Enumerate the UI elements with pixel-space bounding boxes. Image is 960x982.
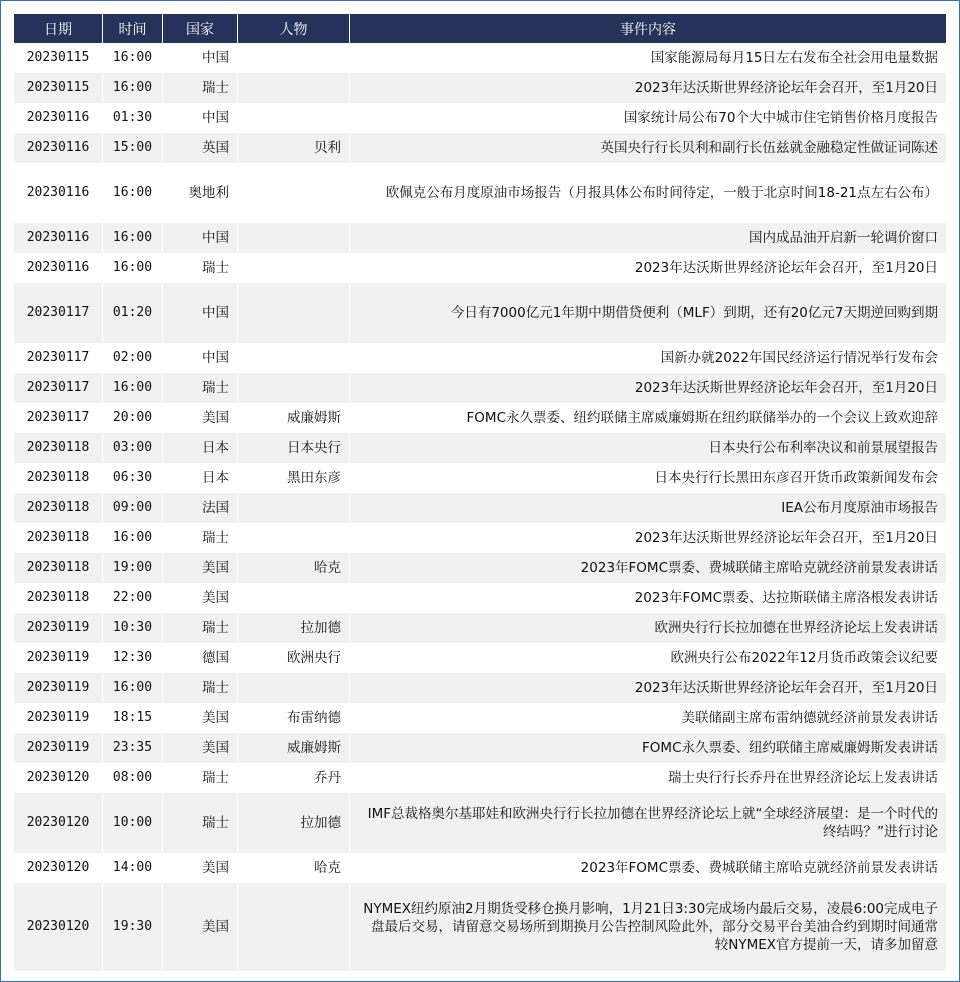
cell-country: 瑞士	[163, 673, 238, 703]
cell-time: 16:00	[103, 163, 163, 223]
cell-event: 2023年FOMC票委、达拉斯联储主席洛根发表讲话	[350, 583, 946, 613]
cell-event: 2023年达沃斯世界经济论坛年会召开，至1月20日	[350, 73, 946, 103]
cell-date: 20230116	[14, 223, 103, 253]
cell-event: FOMC永久票委、纽约联储主席威廉姆斯在纽约联储举办的一个会议上致欢迎辞	[350, 403, 946, 433]
header-event: 事件内容	[350, 14, 946, 43]
cell-event: 2023年FOMC票委、费城联储主席哈克就经济前景发表讲话	[350, 853, 946, 883]
cell-country: 美国	[163, 403, 238, 433]
cell-person: 黑田东彦	[238, 463, 350, 493]
cell-person: 乔丹	[238, 763, 350, 793]
cell-country: 瑞士	[163, 523, 238, 553]
cell-person	[238, 283, 350, 343]
cell-date: 20230120	[14, 763, 103, 793]
cell-time: 19:30	[103, 883, 163, 971]
cell-country: 美国	[163, 733, 238, 763]
table-row	[14, 373, 946, 403]
cell-person	[238, 73, 350, 103]
cell-time: 06:30	[103, 463, 163, 493]
cell-date: 20230118	[14, 523, 103, 553]
cell-country: 美国	[163, 883, 238, 971]
cell-date: 20230118	[14, 433, 103, 463]
cell-event: 2023年达沃斯世界经济论坛年会召开，至1月20日	[350, 673, 946, 703]
cell-person	[238, 43, 350, 73]
cell-date: 20230119	[14, 733, 103, 763]
cell-person: 欧洲央行	[238, 643, 350, 673]
cell-person	[238, 583, 350, 613]
cell-person	[238, 883, 350, 971]
cell-country: 瑞士	[163, 613, 238, 643]
cell-person: 哈克	[238, 853, 350, 883]
cell-date: 20230120	[14, 793, 103, 853]
cell-country: 瑞士	[163, 373, 238, 403]
cell-person	[238, 493, 350, 523]
cell-time: 12:30	[103, 643, 163, 673]
cell-date: 20230117	[14, 373, 103, 403]
cell-person: 威廉姆斯	[238, 733, 350, 763]
cell-date: 20230115	[14, 43, 103, 73]
cell-country: 瑞士	[163, 763, 238, 793]
cell-person: 日本央行	[238, 433, 350, 463]
cell-time: 03:00	[103, 433, 163, 463]
cell-country: 日本	[163, 463, 238, 493]
table-row	[14, 493, 946, 523]
table-row	[14, 463, 946, 493]
table-row	[14, 343, 946, 373]
cell-date: 20230120	[14, 883, 103, 971]
cell-country: 奥地利	[163, 163, 238, 223]
cell-person	[238, 223, 350, 253]
table-row	[14, 733, 946, 763]
table-row	[14, 133, 946, 163]
header-person: 人物	[238, 14, 350, 43]
table-row	[14, 253, 946, 283]
cell-event: 欧佩克公布月度原油市场报告（月报具体公布时间待定，一般于北京时间18-21点左右公布）	[350, 163, 946, 223]
cell-country: 瑞士	[163, 793, 238, 853]
cell-country: 美国	[163, 703, 238, 733]
cell-time: 20:00	[103, 403, 163, 433]
cell-country: 瑞士	[163, 253, 238, 283]
cell-event: 日本央行公布利率决议和前景展望报告	[350, 433, 946, 463]
cell-date: 20230119	[14, 703, 103, 733]
table-row	[14, 673, 946, 703]
cell-person	[238, 673, 350, 703]
table-row	[14, 703, 946, 733]
cell-country: 中国	[163, 343, 238, 373]
cell-country: 美国	[163, 553, 238, 583]
cell-person	[238, 523, 350, 553]
cell-time: 22:00	[103, 583, 163, 613]
cell-country: 美国	[163, 583, 238, 613]
table-row	[14, 163, 946, 223]
cell-country: 中国	[163, 103, 238, 133]
cell-date: 20230116	[14, 133, 103, 163]
cell-event: 今日有7000亿元1年期中期借贷便利（MLF）到期，还有20亿元7天期逆回购到期	[350, 283, 946, 343]
cell-date: 20230118	[14, 463, 103, 493]
table-row	[14, 283, 946, 343]
table-row	[14, 403, 946, 433]
cell-country: 英国	[163, 133, 238, 163]
cell-event: 国内成品油开启新一轮调价窗口	[350, 223, 946, 253]
cell-date: 20230116	[14, 163, 103, 223]
cell-event: 2023年FOMC票委、费城联储主席哈克就经济前景发表讲话	[350, 553, 946, 583]
cell-date: 20230117	[14, 403, 103, 433]
table-header-row	[14, 14, 946, 43]
cell-date: 20230116	[14, 253, 103, 283]
cell-date: 20230118	[14, 493, 103, 523]
cell-event: NYMEX纽约原油2月期货受移仓换月影响，1月21日3:30完成场内最后交易，凌晨6:00完成电子盘最后交易，请留意交易场所到期换月公告控制风险此外，部分交易平台美油合约到期时间通常较NYMEX官方提前一天，请多加留意	[350, 883, 946, 971]
cell-time: 15:00	[103, 133, 163, 163]
cell-event: 2023年达沃斯世界经济论坛年会召开，至1月20日	[350, 523, 946, 553]
cell-date: 20230120	[14, 853, 103, 883]
cell-date: 20230117	[14, 343, 103, 373]
cell-person	[238, 343, 350, 373]
cell-country: 德国	[163, 643, 238, 673]
cell-time: 14:00	[103, 853, 163, 883]
cell-time: 19:00	[103, 553, 163, 583]
cell-person: 哈克	[238, 553, 350, 583]
cell-date: 20230118	[14, 583, 103, 613]
cell-date: 20230115	[14, 73, 103, 103]
table-row	[14, 583, 946, 613]
cell-time: 16:00	[103, 673, 163, 703]
table-row	[14, 793, 946, 853]
cell-country: 法国	[163, 493, 238, 523]
cell-time: 01:20	[103, 283, 163, 343]
event-calendar-table	[14, 14, 946, 971]
cell-time: 16:00	[103, 43, 163, 73]
cell-date: 20230117	[14, 283, 103, 343]
cell-person: 拉加德	[238, 613, 350, 643]
cell-event: 国新办就2022年国民经济运行情况举行发布会	[350, 343, 946, 373]
cell-event: 2023年达沃斯世界经济论坛年会召开，至1月20日	[350, 253, 946, 283]
cell-time: 10:30	[103, 613, 163, 643]
cell-time: 16:00	[103, 523, 163, 553]
cell-country: 美国	[163, 853, 238, 883]
header-date: 日期	[14, 14, 103, 43]
cell-event: IMF总裁格奥尔基耶娃和欧洲央行行长拉加德在世界经济论坛上就“全球经济展望：是一个时代的终结吗？”进行讨论	[350, 793, 946, 853]
cell-date: 20230119	[14, 673, 103, 703]
cell-country: 中国	[163, 283, 238, 343]
table-row	[14, 853, 946, 883]
cell-event: 日本央行行长黑田东彦召开货币政策新闻发布会	[350, 463, 946, 493]
cell-person	[238, 373, 350, 403]
cell-date: 20230119	[14, 643, 103, 673]
table-row	[14, 523, 946, 553]
table-row	[14, 223, 946, 253]
cell-event: 2023年达沃斯世界经济论坛年会召开，至1月20日	[350, 373, 946, 403]
table-row	[14, 73, 946, 103]
cell-event: 英国央行行长贝利和副行长伍兹就金融稳定性做证词陈述	[350, 133, 946, 163]
cell-date: 20230116	[14, 103, 103, 133]
cell-time: 09:00	[103, 493, 163, 523]
cell-time: 16:00	[103, 73, 163, 103]
cell-time: 16:00	[103, 223, 163, 253]
cell-event: 欧洲央行行长拉加德在世界经济论坛上发表讲话	[350, 613, 946, 643]
cell-event: 国家统计局公布70个大中城市住宅销售价格月度报告	[350, 103, 946, 133]
cell-person: 威廉姆斯	[238, 403, 350, 433]
cell-time: 23:35	[103, 733, 163, 763]
cell-time: 16:00	[103, 253, 163, 283]
cell-person	[238, 253, 350, 283]
cell-person: 贝利	[238, 133, 350, 163]
cell-event: 国家能源局每月15日左右发布全社会用电量数据	[350, 43, 946, 73]
cell-person	[238, 163, 350, 223]
table-row	[14, 103, 946, 133]
cell-event: 欧洲央行公布2022年12月货币政策会议纪要	[350, 643, 946, 673]
header-time: 时间	[103, 14, 163, 43]
cell-time: 01:30	[103, 103, 163, 133]
cell-time: 02:00	[103, 343, 163, 373]
cell-country: 瑞士	[163, 73, 238, 103]
table-row	[14, 643, 946, 673]
cell-date: 20230119	[14, 613, 103, 643]
cell-date: 20230118	[14, 553, 103, 583]
table-row	[14, 883, 946, 971]
table-row	[14, 763, 946, 793]
cell-event: 美联储副主席布雷纳德就经济前景发表讲话	[350, 703, 946, 733]
cell-event: FOMC永久票委、纽约联储主席威廉姆斯发表讲话	[350, 733, 946, 763]
cell-time: 10:00	[103, 793, 163, 853]
cell-country: 中国	[163, 223, 238, 253]
cell-event: IEA公布月度原油市场报告	[350, 493, 946, 523]
header-country: 国家	[163, 14, 238, 43]
cell-country: 日本	[163, 433, 238, 463]
cell-time: 18:15	[103, 703, 163, 733]
table-row	[14, 553, 946, 583]
table-row	[14, 433, 946, 463]
cell-time: 16:00	[103, 373, 163, 403]
table-row	[14, 43, 946, 73]
cell-person: 布雷纳德	[238, 703, 350, 733]
cell-person	[238, 103, 350, 133]
cell-event: 瑞士央行行长乔丹在世界经济论坛上发表讲话	[350, 763, 946, 793]
table-row	[14, 613, 946, 643]
cell-time: 08:00	[103, 763, 163, 793]
cell-person: 拉加德	[238, 793, 350, 853]
cell-country: 中国	[163, 43, 238, 73]
